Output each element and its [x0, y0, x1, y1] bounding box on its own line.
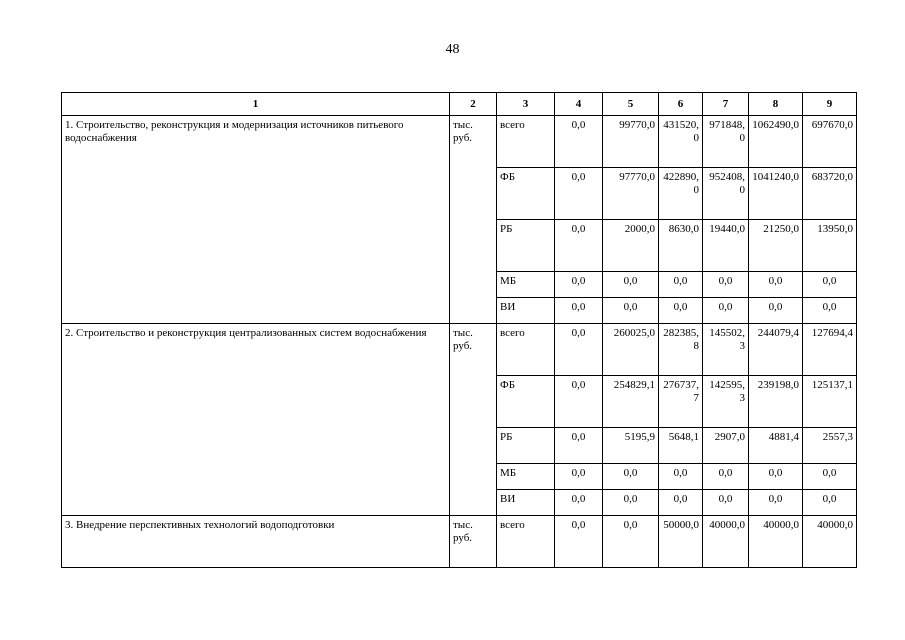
group-2-name: 2. Строительство и реконструкция централизованных систем водоснабжения [62, 324, 450, 516]
group-1-unit: тыс. руб. [450, 116, 497, 324]
value-cell: 4881,4 [749, 428, 803, 464]
value-cell: 971848,0 [703, 116, 749, 168]
group-2-unit: тыс. руб. [450, 324, 497, 516]
value-cell: 0,0 [555, 516, 603, 568]
value-cell: 239198,0 [749, 376, 803, 428]
value-cell: 0,0 [555, 220, 603, 272]
value-cell: 0,0 [803, 464, 857, 490]
value-cell: 5648,1 [659, 428, 703, 464]
value-cell: 0,0 [555, 428, 603, 464]
value-cell: 276737,7 [659, 376, 703, 428]
source-cell: РБ [497, 220, 555, 272]
value-cell: 40000,0 [749, 516, 803, 568]
value-cell: 0,0 [803, 490, 857, 516]
value-cell: 1062490,0 [749, 116, 803, 168]
value-cell: 0,0 [659, 272, 703, 298]
header-col-5: 5 [603, 93, 659, 116]
value-cell: 127694,4 [803, 324, 857, 376]
value-cell: 0,0 [555, 464, 603, 490]
value-cell: 19440,0 [703, 220, 749, 272]
value-cell: 282385,8 [659, 324, 703, 376]
header-col-6: 6 [659, 93, 703, 116]
value-cell: 0,0 [749, 272, 803, 298]
header-col-3: 3 [497, 93, 555, 116]
source-cell: ВИ [497, 490, 555, 516]
value-cell: 99770,0 [603, 116, 659, 168]
header-col-4: 4 [555, 93, 603, 116]
value-cell: 422890,0 [659, 168, 703, 220]
header-col-7: 7 [703, 93, 749, 116]
header-col-1: 1 [62, 93, 450, 116]
source-cell: ВИ [497, 298, 555, 324]
value-cell: 0,0 [555, 490, 603, 516]
value-cell: 431520,0 [659, 116, 703, 168]
header-col-9: 9 [803, 93, 857, 116]
value-cell: 0,0 [749, 298, 803, 324]
group-3-unit: тыс. руб. [450, 516, 497, 568]
value-cell: 145502,3 [703, 324, 749, 376]
group-3-name: 3. Внедрение перспективных технологий водоподготовки [62, 516, 450, 568]
value-cell: 0,0 [659, 298, 703, 324]
source-cell: всего [497, 516, 555, 568]
value-cell: 0,0 [803, 272, 857, 298]
value-cell: 40000,0 [803, 516, 857, 568]
header-row [62, 93, 857, 116]
table-row [62, 324, 857, 376]
group-1-name: 1. Строительство, реконструкция и модернизация источников питьевого водоснабжения [62, 116, 450, 324]
value-cell: 0,0 [749, 464, 803, 490]
value-cell: 8630,0 [659, 220, 703, 272]
value-cell: 125137,1 [803, 376, 857, 428]
value-cell: 0,0 [555, 298, 603, 324]
value-cell: 683720,0 [803, 168, 857, 220]
value-cell: 0,0 [659, 464, 703, 490]
source-cell: всего [497, 324, 555, 376]
value-cell: 21250,0 [749, 220, 803, 272]
source-cell: всего [497, 116, 555, 168]
value-cell: 0,0 [603, 298, 659, 324]
value-cell: 5195,9 [603, 428, 659, 464]
value-cell: 40000,0 [703, 516, 749, 568]
value-cell: 0,0 [703, 464, 749, 490]
value-cell: 2907,0 [703, 428, 749, 464]
value-cell: 952408,0 [703, 168, 749, 220]
value-cell: 697670,0 [803, 116, 857, 168]
value-cell: 0,0 [555, 116, 603, 168]
source-cell: МБ [497, 272, 555, 298]
value-cell: 0,0 [803, 298, 857, 324]
value-cell: 244079,4 [749, 324, 803, 376]
value-cell: 0,0 [555, 324, 603, 376]
value-cell: 0,0 [555, 168, 603, 220]
value-cell: 0,0 [603, 516, 659, 568]
value-cell: 142595,3 [703, 376, 749, 428]
value-cell: 260025,0 [603, 324, 659, 376]
value-cell: 0,0 [555, 376, 603, 428]
value-cell: 0,0 [603, 464, 659, 490]
value-cell: 0,0 [555, 272, 603, 298]
page-number: 48 [445, 42, 460, 57]
value-cell: 0,0 [749, 490, 803, 516]
source-cell: ФБ [497, 376, 555, 428]
header-col-2: 2 [450, 93, 497, 116]
value-cell: 0,0 [603, 272, 659, 298]
header-col-8: 8 [749, 93, 803, 116]
table-row [62, 116, 857, 168]
value-cell: 0,0 [703, 272, 749, 298]
value-cell: 2557,3 [803, 428, 857, 464]
value-cell: 0,0 [603, 490, 659, 516]
value-cell: 1041240,0 [749, 168, 803, 220]
value-cell: 13950,0 [803, 220, 857, 272]
source-cell: МБ [497, 464, 555, 490]
table-row [62, 516, 857, 568]
value-cell: 50000,0 [659, 516, 703, 568]
source-cell: ФБ [497, 168, 555, 220]
value-cell: 254829,1 [603, 376, 659, 428]
value-cell: 0,0 [703, 490, 749, 516]
value-cell: 97770,0 [603, 168, 659, 220]
value-cell: 0,0 [703, 298, 749, 324]
budget-table [61, 92, 857, 568]
value-cell: 0,0 [659, 490, 703, 516]
value-cell: 2000,0 [603, 220, 659, 272]
source-cell: РБ [497, 428, 555, 464]
